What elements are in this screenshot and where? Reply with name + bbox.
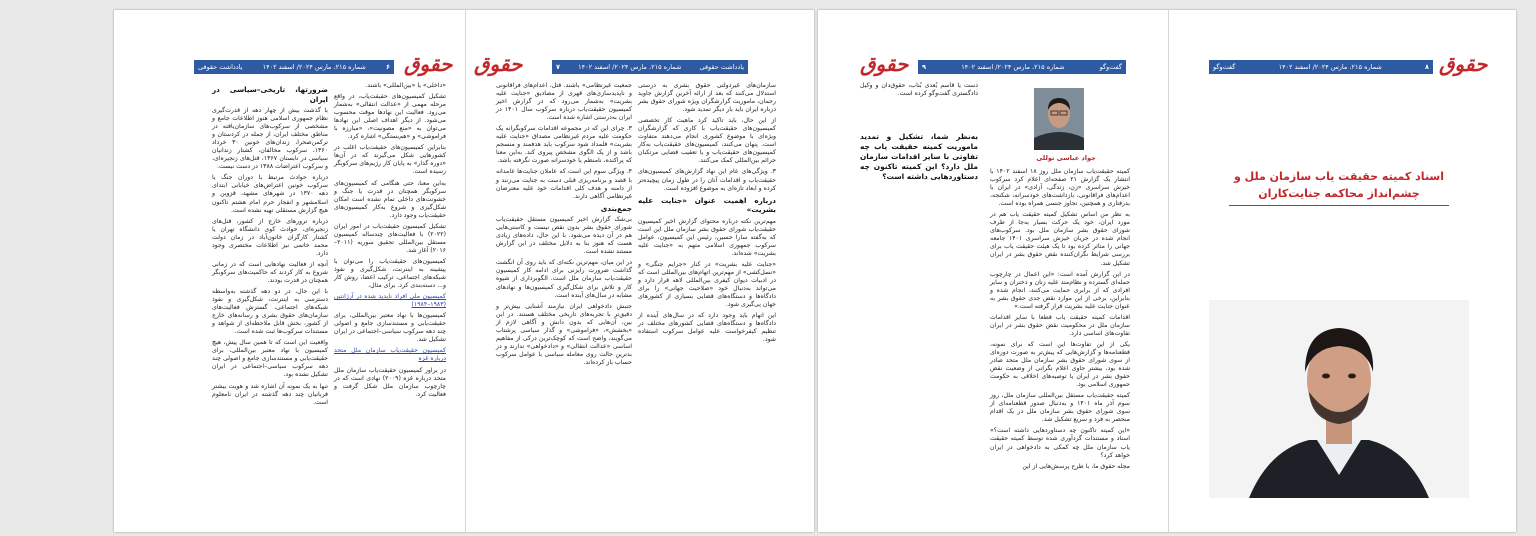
paragraph: این اتهام باید وجود دارد که در سال‌های آینده از دادگاه‌ها و دستگاه‌های قضایی کشورهای مختلف در تنظیم کیفرخواست علیه عوامل سرکوب استفاده شود. xyxy=(638,312,776,344)
paragraph: اقدامات کمیته حقیقت یاب قطعا با سایر اقدامات سازمان ملل در محکومیت نقض حقوق بشر در ایران تفاوت‌های اساسی دارد. xyxy=(990,313,1130,337)
paragraph: ۴. ویژگی سوم این است که عاملان جنایت‌ها عامدانه با قصد و برنامه‌ریزی قبلی دست به جنایت می‌زنند و از دامنه و هدف کلی اقدامات خود علیه معترضان غیرنظامی آگاهی دارند. xyxy=(496,168,632,200)
text-column-right xyxy=(638,82,776,522)
issue-label: شماره ۲۱۵، مارس ۲۰۲۴/ اسفند ۱۴۰۲ xyxy=(578,63,682,71)
article-title: اسناد کمیته حقیقت یاب سازمان ملل و چشم‌انداز محاکمه جنایت‌کاران xyxy=(1233,170,1445,200)
issue-label: شماره ۲۱۵، مارس ۲۰۲۴/ اسفند ۱۴۰۲ xyxy=(961,63,1065,71)
paragraph: کمیته حقیقت‌یاب مستقل بین‌المللی سازمان ملل، روز سوم آذر ماه ۱۴۰۱ و به‌دنبال صدور قطعنامه‌ای از سوی شورای حقوق بشر سازمان ملل در یک اقدام منحصر به فرد و سریع تشکیل شد. xyxy=(990,392,1130,424)
spread-pages-8-9 xyxy=(818,10,1516,532)
page-header xyxy=(194,60,394,74)
paragraph: کمیسیون‌ها با نهاد معتبر بین‌المللی، برای حقیقت‌یابی و مستندسازی جامع و اصولی چند دهه سرکوب سیاسی–اجتماعی در ایران تشکیل شد. xyxy=(334,312,446,344)
paragraph: درباره ترورهای خارج از کشور، قتل‌های زنجیره‌ای، حوادث کوی دانشگاه تهران یا کشتار کارگران خاتون‌آباد در زمان دولت محمد خاتمی نیز اطلاعات مختصری وجود دارد. xyxy=(212,217,328,257)
paragraph: مجله حقوق ما، با طرح پرسش‌هایی از این xyxy=(1022,462,1130,470)
paragraph: با این حال، در دو دهه گذشته به‌واسطه دسترسی به اینترنت، شکل‌گیری و نفوذ شبکه‌های اجتماعی، گسترش فعالیت‌های سازمان‌های حقوق بشری و رسانه‌های خارج از کشور، بخش قابل ملاحظه‌ای از شواهد و مستندات سرکوب‌ها ثبت شده است. xyxy=(212,287,328,336)
magazine-logo: حقوق xyxy=(474,52,523,76)
paragraph: واقعیت این است که تا همین سال پیش، هیچ کمیسیون با نهاد معتبر بین‌المللی، برای حقیقت‌یابی و مستندسازی جامع و اصولی چند دهه سرکوب سیاسی–اجتماعی در ایران تشکیل نشده بود. xyxy=(212,339,328,379)
page-number: ۷ xyxy=(556,63,560,71)
author-portrait-image xyxy=(1034,88,1084,150)
interviewee-portrait-image xyxy=(1209,300,1469,498)
author-photo xyxy=(1034,88,1084,150)
paragraph xyxy=(334,347,446,363)
interviewee-photo xyxy=(1209,300,1469,498)
paragraph: بنابراین کمیسیون‌های حقیقت‌یاب اغلب در کشورهایی شکل می‌گیرند که در آن‌ها «دوره گذار» به پایان کار رژیم‌های سرکوبگر رسیده است. xyxy=(334,144,446,176)
paragraph: بی‌شک گزارش اخیر کمیسیون مستقل حقیقت‌یاب شورای حقوق بشر بدون نقص نیست و کاستی‌هایی هم در آن دیده می‌شود. با این حال، داده‌های زیادی هست که هنوز بنا به دلایل مختلف در این گزارش مستند نشده است. xyxy=(496,216,632,256)
magazine-logo: حقوق xyxy=(404,52,453,76)
paragraph: در براور کمیسیون حقیقت‌یاب سازمان ملل متحد درباره غزه (۲۰۰۹) نهادی است که در چارچوب سازمان ملل شکل گرفت و فعالیت کرد. xyxy=(334,366,447,398)
paragraph: «این کمیته تاکنون چه دستاوردهایی داشته است؟» اسناد و مستندات گردآوری شده توسط کمیته حقیقت یاب سازمان ملل چه کمکی به دادخواهی در ایران خواهد کرد؟ xyxy=(990,427,1130,459)
page-header xyxy=(918,60,1126,74)
section-label: یادداشت حقوقی xyxy=(198,63,243,71)
issue-label: شماره ۲۱۵، مارس ۲۰۲۴/ اسفند ۱۴۰۲ xyxy=(1278,63,1382,71)
paragraph: ۳. ویژگی‌های عام این نهاد گزارش‌های کمیسیون‌های حقیقت‌یاب و اقدامات آنان را در طول زمان پیچیده‌تر کرده و ابعاد تازه‌ای به موضوع افزوده است. xyxy=(638,168,776,192)
page-number: ۹ xyxy=(922,63,926,71)
paragraph: آنچه از فعالیت نهادهایی است که در زمانی شروع به کار کردند که حاکمیت‌های سرکوبگر همچنان در قدرت بودند. xyxy=(212,260,328,284)
text-column-answer xyxy=(990,168,1130,488)
page-number: ۸ xyxy=(1425,63,1429,71)
paragraph: درباره حوادث مرتبط با دوران جنگ یا سرکوب خونین اعتراض‌های خیابانی ابتدای دهه ۱۳۷۰ در شهرهای مشهد، قزوین و اسلامشهر و انفجار حرم امام هشتم تاکنون هیچ گزارش مستقلی تهیه نشده است. xyxy=(212,174,328,214)
page-9 xyxy=(818,10,1168,532)
paragraph xyxy=(334,293,446,309)
paragraph: تشکیل کمیسیون حقیقت‌یاب در امور ایران (۲۰۲۲) با فعالیت‌های چندساله کمیسیون مستقل بین‌المللی تحقیق سوریه (۲۰۱۱–۲۰۱۶) آغاز شد. xyxy=(334,222,446,254)
paragraph: ۳. چرای این که در مجموعه اقدامات سرکوبگرانه یک حکومت علیه مردم غیرنظامی مصداق «جنایت علیه بشریت» قلمداد شود سرکوب باید هدفمند و منسجم باشد و از یک الگوی مشخص پیروی کند. به‌این معنا که پراکنده، نامنظم یا خودسرانه صورت نگرفته باشد. xyxy=(496,125,632,165)
paragraph: کمیسیون‌های حقیقت‌یاب را می‌توان با پیشینه به اینترنت، شکل‌گیری و نفوذ شبکه‌های اجتماعی، ترکیب اعضا، روش کار و... دسته‌بندی کرد. برای مثال، xyxy=(334,257,446,290)
paragraph: به نظر من اساس تشکیل کمیته حقیقت یاب هم در مورد ایران، خود یک حرکت بسیار به‌جا از طرف شورای حقوق بشر سازمان ملل بود. سرکوب‌های انجام شده در جریان خیزش سراسری ۱۴۰۱ جامعه جهانی را متاثر کرده بود تا یک هیئت حقیقت یاب برای بررسی شرایط نگران‌کننده نقض حقوق بشر در ایران تشکیل شد. xyxy=(990,211,1130,267)
paragraph: تنها به یک نمونه آن اشاره شد و هویت بیشتر قربانیان چند دهه گذشته در ایران نامعلوم است. xyxy=(212,382,328,406)
section-label: گفت‌وگو xyxy=(1099,63,1122,71)
page-fold xyxy=(465,10,466,532)
section-label: یادداشت حقوقی xyxy=(699,63,744,71)
paragraph: جنبش دادخواهی ایران نیازمند آشنایی بیش‌تر و دقیق‌تر با تجربه‌های تاریخی مختلف هستند. در این بین، آن‌هایی که بدون دانش و آگاهی لازم از «بخشش»، «فراموشی» و گذار سیاسی پرشتاب می‌گویند، واضح است که کوچک‌ترین درکی از مفاهیم اساسی «عدالت انتقالی» و «دادخواهی» ندارند و در بدترین حالت روی معامله سیاسی با عوامل سرکوب حساب باز کرده‌اند. xyxy=(496,302,632,366)
magazine-logo: حقوق xyxy=(1439,52,1488,76)
page-8 xyxy=(1169,10,1516,532)
paragraph: به‌این معنا، حتی هنگامی که کمیسیون‌های سرکوبگر همچنان در قدرت یا جنگ و خشونت‌های داخلی تمام نشده است امکان شکل‌گیری و شروع به‌کار کمیسیون‌های حقیقت‌یاب وجود دارد. xyxy=(334,179,446,219)
page-7 xyxy=(466,10,814,532)
spread-pages-6-7 xyxy=(114,10,814,532)
page-header xyxy=(1209,60,1433,74)
text-column-right xyxy=(334,82,446,522)
subheading: ضرورتها، تاریخی–سیاسی در ایران xyxy=(212,85,328,104)
section-label: گفت‌وگو xyxy=(1213,63,1236,71)
paragraph: در این میان، مهم‌ترین نکته‌ای که باید روی آن انگشت گذاشت ضرورت رایزنی برای ادامه کار کمیسیون حقیقت‌یاب سازمان ملل است. الگوبرداری از شیوه کار و تلاش برای شکل‌گیری کمیسیون‌ها و نهادهای مشابه در سال‌های آینده است. xyxy=(496,259,632,299)
paragraph: سازمان‌های غیردولتی حقوق بشری به درستی استدلال می‌کنند که بعد از ارائه آخرین گزارش جاوید رحمان، ماموریت گزارشگران ویژه شورای حقوق بشر درباره ایران باید بار دیگر تمدید شود. xyxy=(638,82,776,114)
interview-question: به‌نظر شما، تشکیل و تمدید ماموریت کمیته حقیقت یاب چه تفاوتی با سایر اقدامات سازمان ملل دارد؟ این کمیته تاکنون چه دستاوردهایی داشته است؟ xyxy=(860,132,978,181)
paragraph: جمعیت غیرنظامی» باشند. قتل، اعدام‌های فراقانونی و ناپدیدسازی‌های قهری از مصادیق «جنایت علیه بشریت» به‌شمار می‌رود که در گزارش اخیر کمیسیون حقیقت‌یاب درباره سرکوب سال ۱۴۰۱ در ایران به‌درستی اشاره شده است. xyxy=(496,82,632,122)
paragraph: در این گزارش آمده است: «این اعمال در چارچوب حمله‌ای گسترده و نظام‌مند علیه زنان و دختران و سایر افرادی که از برابری حمایت می‌کنند، انجام شده و بنابراین، برخی از این موارد نقض جدی حقوق بشر به عنوان جنایت علیه بشریت قرار گرفته است.» xyxy=(990,270,1130,310)
issue-label: شماره ۲۱۵، مارس ۲۰۲۴/ اسفند ۱۴۰۲ xyxy=(262,63,366,71)
link-argentina-commission[interactable]: کمیسیون ملی افراد ناپدید شده در آرژانتین xyxy=(334,293,446,301)
page-number: ۶ xyxy=(386,63,390,71)
paragraph: «داخلی» یا «بین‌المللی» باشند. xyxy=(365,82,446,89)
subheading: جمع‌بندی xyxy=(600,203,632,213)
link-gaza-commission[interactable]: کمیسیون حقیقت‌یاب سازمان ملل متحد درباره غزه xyxy=(334,347,446,363)
paragraph: دست یا قاسم یُعدی بُناب، حقوق‌دان و وکیل دادگستری گفت‌وگو کرده است. xyxy=(860,82,978,98)
paragraph: تشکیل کمیسیون‌های حقیقت‌یاب، در واقع مرحله مهمی از «عدالت انتقالی» به‌شمار می‌رود. فعالیت این نهادها موقت محسوب می‌شود. از دیگر اهداف اصلی این نهادها می‌توان به «منع مصونیت»، «مبارزه با فراموشی» و «هم‌بستگی» اشاره کرد. xyxy=(334,93,446,141)
paragraph: کمیته حقیقت‌یاب سازمان ملل روز ۱۸ اسفند ۱۴۰۲ با انتشار یک گزارش ۲۱ صفحه‌ای اعلام کرد سرکوب خیزش سراسری «زن، زندگی، آزادی» در ایران با اعدام‌های فراقانونی، بازداشت‌های خودسرانه، شکنجه، بدرفتاری و همچنین، تجاوز جنسی همراه بوده است. xyxy=(990,168,1131,208)
text-column-left xyxy=(212,82,328,522)
page-6 xyxy=(114,10,465,532)
paragraph: با گذشت بیش از چهار دهه از قدرت‌گیری نظام جمهوری اسلامی هنوز اطلاعات جامع و مشخصی از سرکوب‌های سازمان‌یافته در مناطق مختلف ایران، از جمله در کردستان و ترکمن‌صحرا، زندان‌های خونین ۳۰ خرداد ۱۳۶۰، سرکوب مخالفان، کشتار زندانیان سیاسی در تابستان ۱۳۶۷، قتل‌های زنجیره‌ای، و سرکوب اعتراضات ۱۳۸۸ در دست نیست. xyxy=(212,107,329,171)
paragraph: از این حال، باید تاکید کرد ماهیت کار تخصصی کمیسیون‌های حقیقت‌یاب با کاری که گزارشگران ویژه‌ای با موضوع کشوری انجام می‌دهند متفاوت است. پنهان می‌کنند، کمیسیون‌های حقیقت‌یاب به‌کار کمیسیون‌های حقیقت‌یاب و یا تعقیب قضایی مرتکبان جرائم بین‌المللی کمک می‌کنند. xyxy=(638,117,776,165)
page-header xyxy=(552,60,748,74)
title-underline xyxy=(1229,205,1449,206)
paragraph: یکی از این تفاوت‌ها این است که برای نمونه، قطعنامه‌ها و گزارش‌هایی که پیش‌تر به صورت دوره‌ای از سوی شورای حقوق بشر سازمان ملل متحد صادر شده بود، بیشتر حاوی اعلام نگرانی از وضعیت نقض حقوق بشر در ایران یا توصیه‌های اخلاقی به حکومت جمهوری اسلامی بود. xyxy=(990,340,1130,389)
paragraph: مهم‌ترین نکته درباره محتوای گزارش اخیر کمیسیون حقیقت‌یاب شورای حقوق بشر سازمان ملل این است که به‌گفته سارا حسین، رئیس این کمیسیون، عوامل سرکوب جمهوری اسلامی متهم به «جنایت علیه بشریت» شده‌اند. xyxy=(638,217,776,257)
intro-text xyxy=(860,82,978,112)
author-byline: جواد عباسی توللی xyxy=(1036,154,1096,162)
paragraph: «جنایت علیه بشریت» در کنار «جرایم جنگی» و «نسل‌کشی» از مهم‌ترین اتهام‌های بین‌المللی است که در ادبیات دیوان کیفری بین‌المللی لاهه قرار دارد و می‌تواند به‌دنبال خود «صلاحیت جهانی» را برای دادگاه‌ها و دستگاه‌های قضایی بسیاری از کشورهای جهان پی‌گیری شود. xyxy=(638,260,776,309)
magazine-logo: حقوق xyxy=(860,52,909,76)
text-column-left xyxy=(496,82,632,522)
subheading: درباره اهمیت عنوان «جنایت علیه بشریت» xyxy=(638,195,776,215)
link-argentina-years[interactable]: (۱۹۸۳–۱۹۸۴) xyxy=(411,301,446,309)
